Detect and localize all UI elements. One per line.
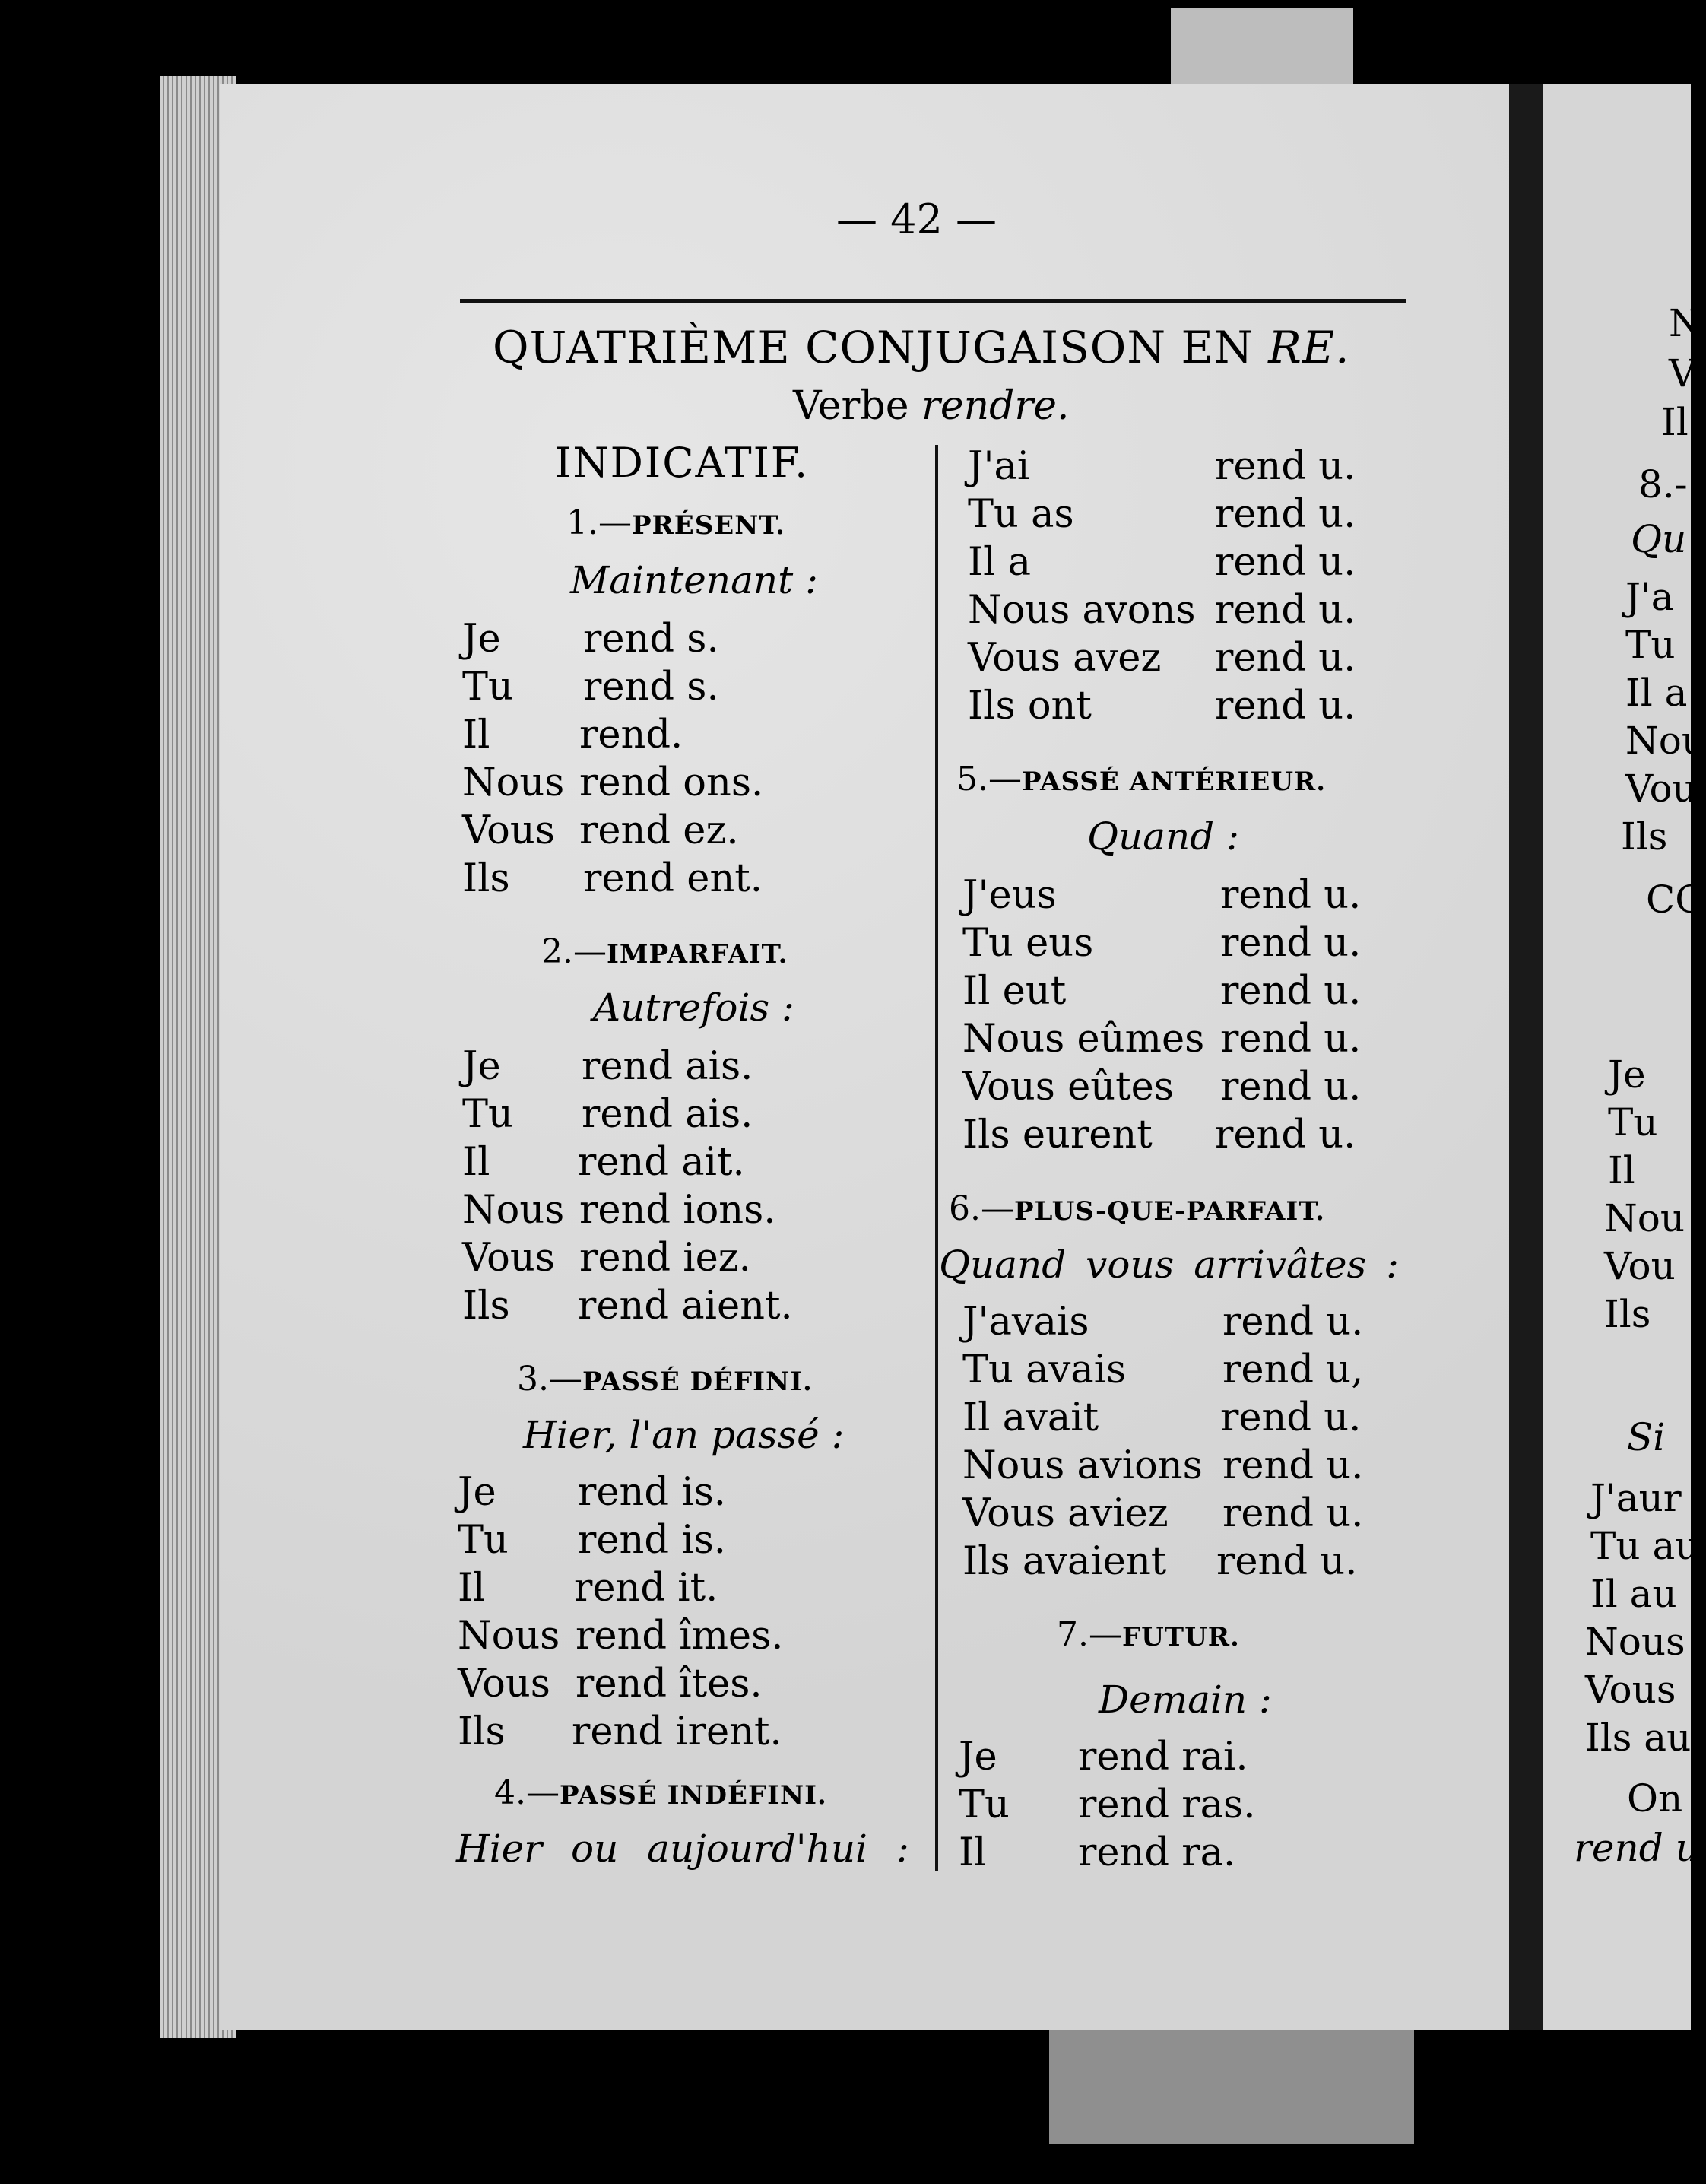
verb-form: rend ras. xyxy=(1078,1782,1256,1827)
fragment: V xyxy=(1669,351,1697,395)
fragment: Nou xyxy=(1604,1196,1685,1240)
fragment: 8.- xyxy=(1638,462,1688,506)
fragment: Ils xyxy=(1621,814,1668,859)
verb-form: rend u. xyxy=(1215,492,1356,537)
pronoun: Nous avons xyxy=(968,588,1196,633)
section-heading-imparfait xyxy=(541,932,788,971)
verb-form: rend. xyxy=(579,713,683,757)
pronoun: Tu xyxy=(458,1518,509,1563)
title-suffix: RE. xyxy=(1268,322,1350,373)
fragment: Tu xyxy=(1608,1100,1658,1144)
verb-form: rend u. xyxy=(1220,873,1362,918)
verb-form: rend ais. xyxy=(582,1092,753,1137)
fragment: Qu xyxy=(1631,517,1687,561)
verb-form: rend u. xyxy=(1222,1300,1364,1344)
verb-form: rend u. xyxy=(1220,969,1362,1014)
fragment: Si xyxy=(1627,1415,1666,1459)
pronoun: Il xyxy=(458,1566,486,1611)
pronoun: Tu avais xyxy=(962,1348,1127,1392)
pronoun: J'ai xyxy=(968,444,1030,489)
pronoun: J'avais xyxy=(962,1300,1089,1344)
section-heading-plus-que-parfait xyxy=(949,1189,1325,1228)
verb-form: rend u. xyxy=(1215,588,1356,633)
verb-form: rend ons. xyxy=(579,760,764,805)
pronoun: Nous xyxy=(462,760,565,805)
mood-heading: INDICATIF. xyxy=(555,439,810,487)
section-name: PASSÉ INDÉFINI. xyxy=(559,1780,827,1811)
section-heading-passe-indefini xyxy=(494,1773,827,1812)
verb-form: rend u. xyxy=(1215,636,1356,681)
fragment: J'a xyxy=(1625,575,1674,619)
pronoun: Il xyxy=(462,713,490,757)
section-number: 6.— xyxy=(949,1189,1014,1228)
verb-form: rend is. xyxy=(578,1518,726,1563)
section-name: PASSÉ ANTÉRIEUR. xyxy=(1021,767,1327,797)
cue-passe-defini: Hier, l'an passé : xyxy=(523,1413,845,1457)
fragment: Vous xyxy=(1585,1668,1676,1712)
verb-form: rend irent. xyxy=(572,1709,782,1754)
pronoun: Je xyxy=(462,617,501,662)
verb-form: rend u. xyxy=(1215,444,1356,489)
section-number: 1.— xyxy=(566,503,632,542)
verb-form: rend it. xyxy=(574,1566,718,1611)
fragment: N xyxy=(1669,301,1702,345)
pronoun: Il eut xyxy=(962,969,1067,1014)
section-number: 2.— xyxy=(541,932,607,971)
verb-form: rend ais. xyxy=(582,1044,753,1089)
pronoun: Ils xyxy=(462,856,510,901)
page-number: — 42 — xyxy=(836,195,997,243)
verb-form: rend u. xyxy=(1215,684,1356,729)
fragment: Je xyxy=(1608,1052,1646,1097)
verb-form: rend ions. xyxy=(579,1188,776,1233)
cue-futur: Demain : xyxy=(1099,1678,1272,1722)
verb-form: rend u. xyxy=(1215,1113,1356,1157)
fragment: Tu xyxy=(1625,623,1676,667)
pronoun: Je xyxy=(458,1470,496,1515)
pronoun: Nous xyxy=(458,1614,560,1659)
verb-form: rend rai. xyxy=(1078,1735,1248,1779)
pronoun: Nous eûmes xyxy=(962,1017,1205,1062)
pronoun: J'eus xyxy=(962,873,1057,918)
verb-form: rend is. xyxy=(578,1470,726,1515)
pronoun: Vous xyxy=(462,808,555,853)
section-number: 4.— xyxy=(494,1773,560,1812)
fragment: J'aur xyxy=(1590,1476,1682,1520)
fragment: On xyxy=(1627,1776,1683,1821)
fragment: Vou xyxy=(1604,1244,1676,1288)
pronoun: Ils xyxy=(458,1709,506,1754)
verb-form: rend u. xyxy=(1220,921,1362,966)
section-number: 5.— xyxy=(956,760,1022,798)
section-number: 3.— xyxy=(517,1360,582,1398)
verb-name: rendre. xyxy=(921,383,1070,429)
verb-form: rend s. xyxy=(583,617,719,662)
verb-form: rend ait. xyxy=(578,1140,745,1185)
verb-form: rend u, xyxy=(1222,1348,1364,1392)
verb-form: rend iez. xyxy=(579,1236,751,1281)
fragment: CO xyxy=(1646,878,1706,922)
pronoun: Je xyxy=(959,1735,997,1779)
pronoun: Vous xyxy=(462,1236,555,1281)
pronoun: Tu xyxy=(462,1092,513,1137)
verb-form: rend s. xyxy=(583,665,719,709)
pronoun: Il a xyxy=(968,540,1032,585)
fragment: Tu au xyxy=(1590,1524,1700,1568)
pronoun: Vous aviez xyxy=(962,1491,1169,1536)
fragment: rend u xyxy=(1574,1826,1700,1870)
section-heading-passe-defini xyxy=(517,1360,813,1398)
cue-plus-que-parfait: Quand vous arrivâtes : xyxy=(939,1243,1399,1287)
fragment: Il xyxy=(1661,400,1689,444)
verb-form: rend u. xyxy=(1220,1017,1362,1062)
verb-form: rend u. xyxy=(1220,1065,1362,1109)
fragment: Vou xyxy=(1625,767,1697,811)
pronoun: Ils xyxy=(462,1284,510,1328)
verb-form: rend aient. xyxy=(578,1284,793,1328)
pronoun: Ils eurent xyxy=(962,1113,1153,1157)
clip-top xyxy=(1171,8,1353,95)
pronoun: Vous avez xyxy=(968,636,1162,681)
verb-form: rend u. xyxy=(1216,1539,1358,1584)
fragment: Il a xyxy=(1625,671,1688,715)
section-heading-passe-anterieur xyxy=(956,760,1327,798)
pronoun: Tu as xyxy=(968,492,1074,537)
fragment: Nous xyxy=(1585,1620,1685,1664)
verb-prefix: Verbe xyxy=(793,383,921,429)
cue-imparfait: Autrefois : xyxy=(593,986,794,1030)
verb-heading xyxy=(793,383,1070,429)
verb-form: rend u. xyxy=(1220,1395,1362,1440)
verb-form: rend îtes. xyxy=(576,1662,763,1706)
cue-present: Maintenant : xyxy=(570,558,818,602)
pronoun: Il xyxy=(959,1830,987,1875)
cue-passe-anterieur: Quand : xyxy=(1087,814,1239,859)
verb-form: rend îmes. xyxy=(576,1614,784,1659)
fragment: Il xyxy=(1608,1148,1635,1192)
header-rule xyxy=(460,299,1406,303)
column-divider xyxy=(935,445,938,1871)
fragment: Nou xyxy=(1625,719,1706,763)
page-title xyxy=(493,322,1350,373)
fragment: Il au xyxy=(1590,1572,1677,1616)
pronoun: Tu xyxy=(462,665,513,709)
pronoun: Ils avaient xyxy=(962,1539,1167,1584)
pronoun: Il xyxy=(462,1140,490,1185)
pronoun: Tu eus xyxy=(962,921,1094,966)
pronoun: Ils ont xyxy=(968,684,1092,729)
pronoun: Nous avions xyxy=(962,1443,1203,1488)
pronoun: Vous eûtes xyxy=(962,1065,1174,1109)
pronoun: Nous xyxy=(462,1188,565,1233)
verb-form: rend u. xyxy=(1222,1443,1364,1488)
section-name: PASSÉ DÉFINI. xyxy=(582,1367,813,1397)
section-name: FUTUR. xyxy=(1121,1622,1240,1652)
pronoun: Je xyxy=(462,1044,501,1089)
verb-form: rend ent. xyxy=(583,856,763,901)
pronoun: Tu xyxy=(959,1782,1010,1827)
cue-passe-indefini: Hier ou aujourd'hui : xyxy=(456,1827,909,1871)
title-prefix: QUATRIÈME CONJUGAISON EN xyxy=(493,322,1269,373)
verb-form: rend u. xyxy=(1222,1491,1364,1536)
pronoun: Vous xyxy=(458,1662,550,1706)
section-name: IMPARFAIT. xyxy=(606,939,788,970)
fragment: Ils au xyxy=(1585,1716,1692,1760)
verb-form: rend ez. xyxy=(579,808,739,853)
fragment: Ils xyxy=(1604,1292,1651,1336)
verb-form: rend u. xyxy=(1215,540,1356,585)
verb-form: rend ra. xyxy=(1078,1830,1236,1875)
section-heading-futur xyxy=(1057,1615,1240,1654)
section-number: 7.— xyxy=(1057,1615,1122,1654)
section-name: PLUS-QUE-PARFAIT. xyxy=(1013,1196,1325,1227)
pronoun: Il avait xyxy=(962,1395,1099,1440)
section-name: PRÉSENT. xyxy=(631,510,786,541)
section-heading-present xyxy=(566,503,786,542)
